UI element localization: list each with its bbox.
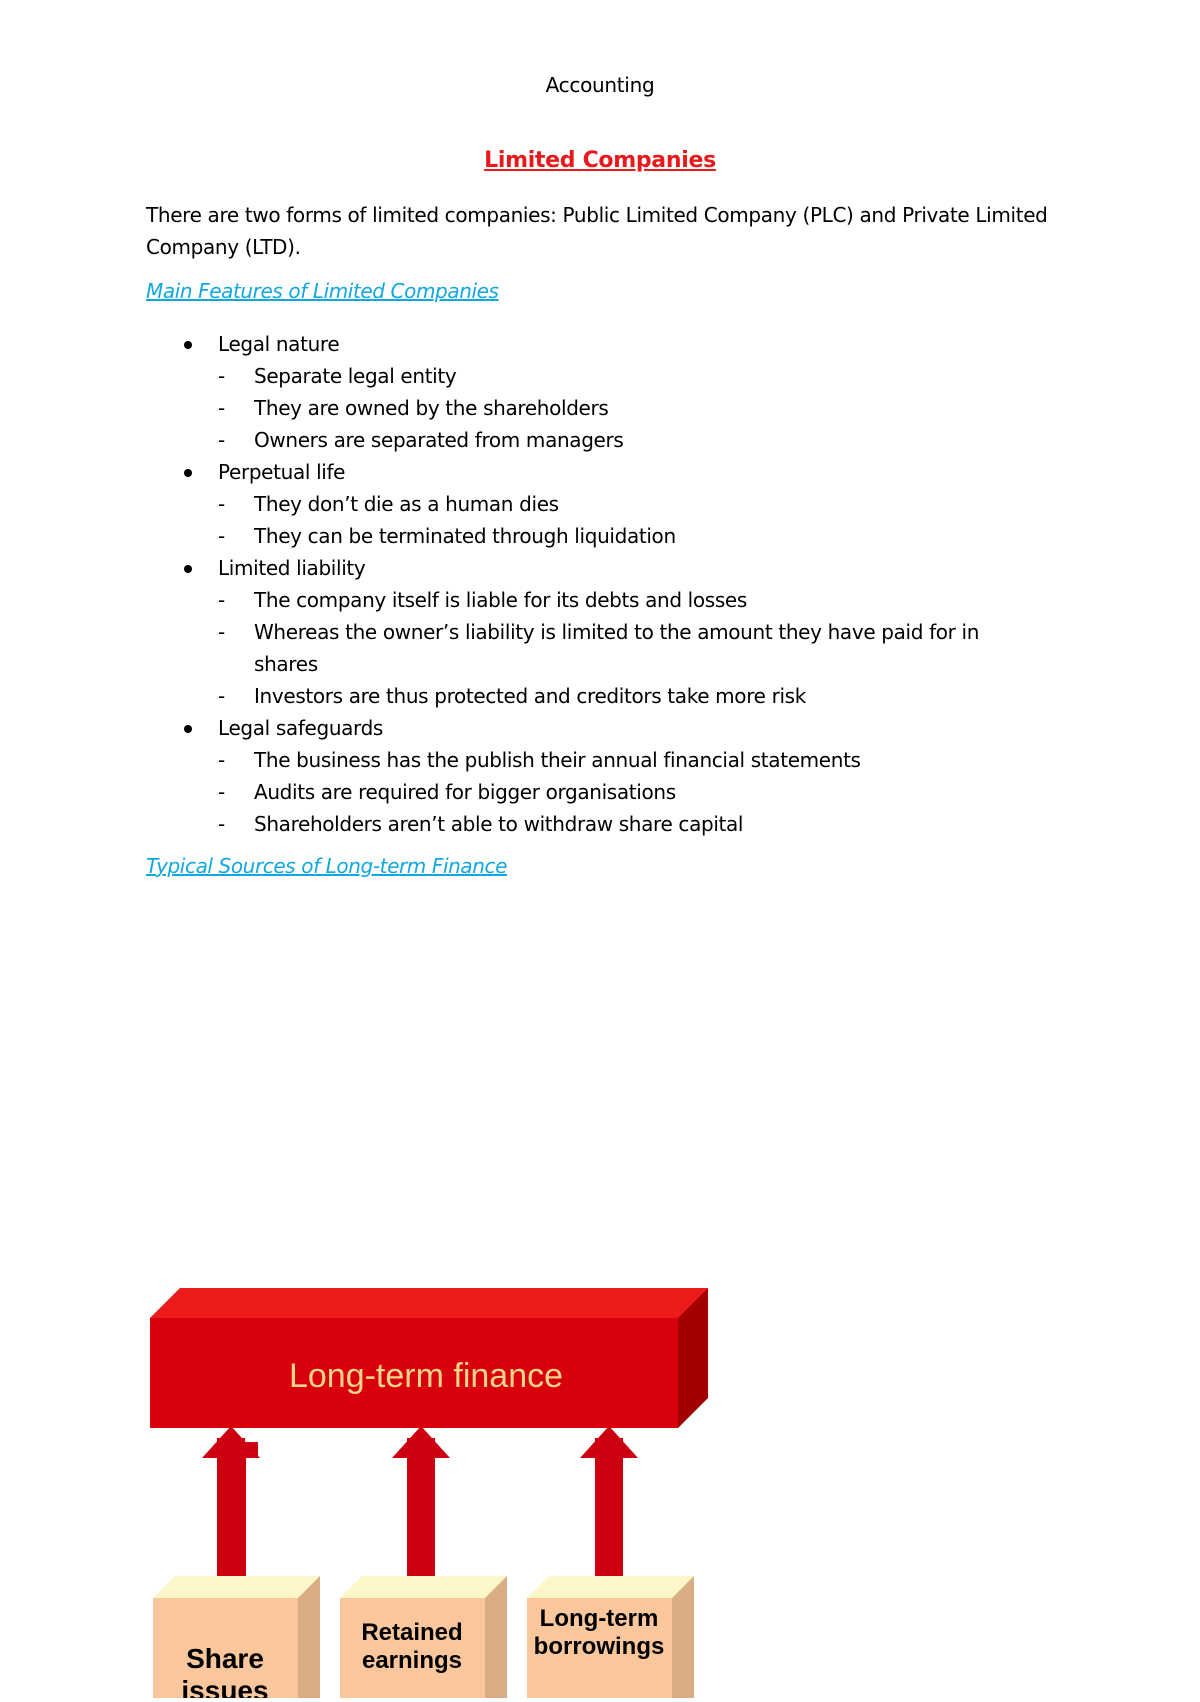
feature-subitem: - The business has the publish their annual financial statements: [218, 748, 861, 772]
feature-item: [146, 328, 1046, 456]
feature-subitem: - Separate legal entity: [218, 364, 457, 388]
feature-item: [146, 552, 1046, 712]
features-heading: Main Features of Limited Companies: [146, 279, 499, 303]
bullet-icon: [184, 469, 192, 477]
feature-label: Perpetual life: [218, 460, 346, 484]
retained-earnings-label: Retained: [361, 1619, 463, 1646]
bullet-icon: [184, 725, 192, 733]
feature-item: [146, 456, 1046, 552]
share-issues-label: Share: [186, 1643, 264, 1674]
feature-subitem: - They don’t die as a human dies: [218, 492, 559, 516]
finance-block-label: Long-term finance: [288, 1357, 564, 1395]
finance-heading: Typical Sources of Long-term Finance: [146, 854, 508, 878]
feature-subitem: - They can be terminated through liquidation: [218, 524, 676, 548]
share-issues-box: [153, 1576, 320, 1698]
feature-subitem: - The company itself is liable for its debts and losses: [218, 588, 747, 612]
bullet-icon: [184, 341, 192, 349]
retained-earnings-label-2: earnings: [361, 1647, 463, 1674]
long-term-borrowings-label: Long-term: [539, 1605, 659, 1632]
arrow-icon: [392, 1426, 450, 1576]
retained-earnings-box: [340, 1576, 507, 1698]
feature-label: Legal nature: [218, 332, 340, 356]
document-header: Accounting: [545, 73, 655, 97]
feature-item: [146, 712, 1046, 840]
feature-subitem: - Owners are separated from managers: [218, 428, 624, 452]
long-term-borrowings-label-2: borrowings: [533, 1633, 665, 1660]
share-issues-label-2: issues: [181, 1675, 269, 1698]
feature-label: Legal safeguards: [218, 716, 383, 740]
feature-subitem: - Investors are thus protected and creditors take more risk: [218, 684, 806, 708]
section-title: Limited Companies: [484, 148, 716, 173]
feature-subitem: - Audits are required for bigger organisations: [218, 780, 676, 804]
long-term-finance-diagram: [150, 1288, 720, 1702]
feature-label: Limited liability: [218, 556, 366, 580]
arrow-icon: [580, 1426, 638, 1576]
feature-subitem: - Whereas the owner’s liability is limited to the amount they have paid for in shares: [218, 620, 980, 676]
feature-subitem: - They are owned by the shareholders: [218, 396, 609, 420]
finance-block-top: [150, 1288, 708, 1318]
features-list: [146, 328, 1046, 840]
feature-subitem: - Shareholders aren’t able to withdraw share capital: [218, 812, 744, 836]
bullet-icon: [184, 565, 192, 573]
long-term-borrowings-box: [527, 1576, 694, 1698]
arrow-icon: [202, 1426, 260, 1576]
intro-paragraph: There are two forms of limited companies: Public Limited Company (PLC) and Private Limited Company (LTD).: [146, 203, 1048, 259]
